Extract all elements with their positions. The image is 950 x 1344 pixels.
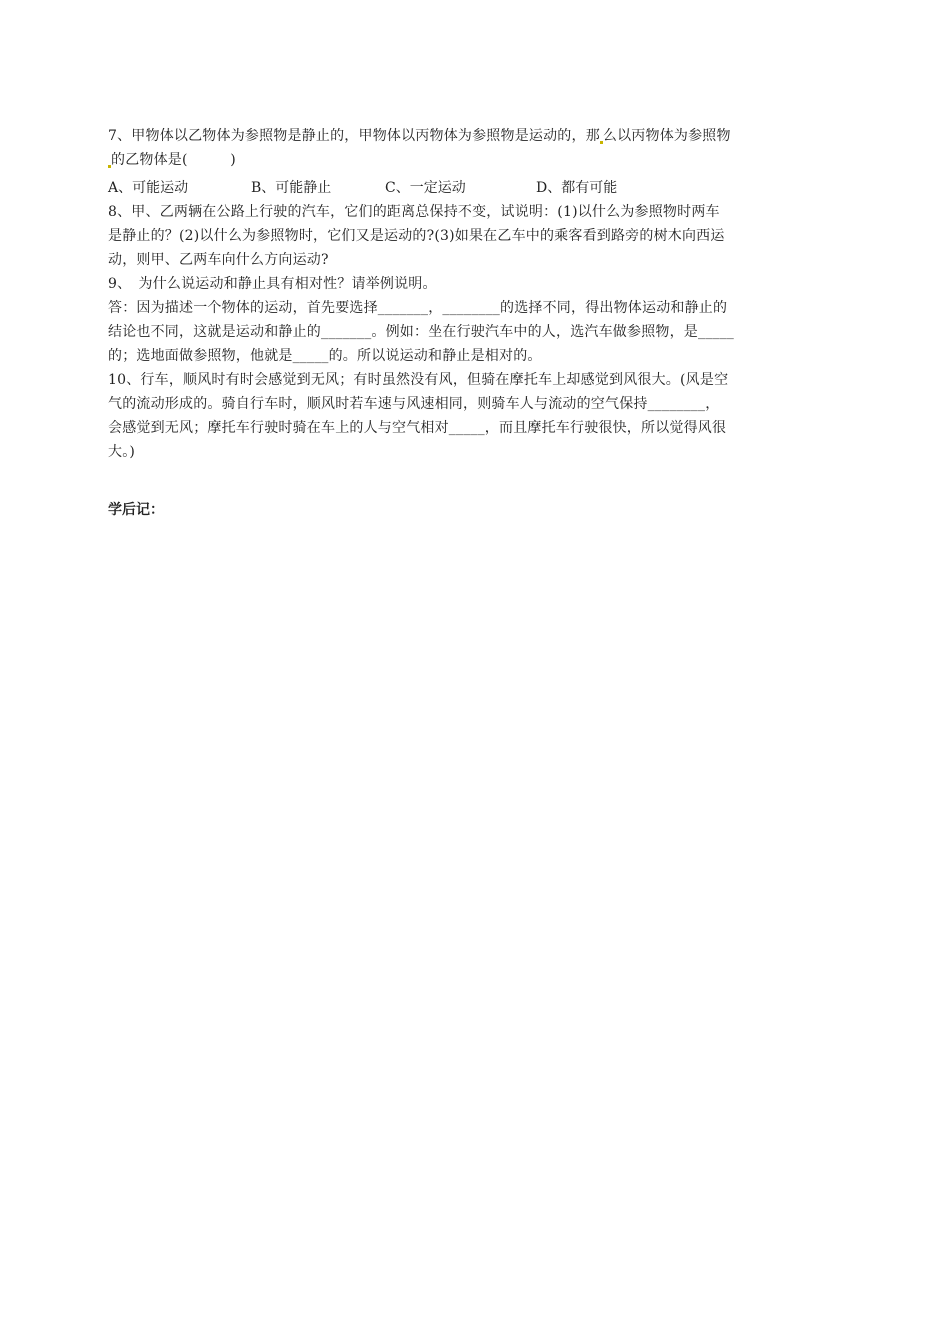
option-b: B、可能静止 xyxy=(251,180,332,196)
question-9 xyxy=(108,272,842,368)
option-a: A、可能运动 xyxy=(108,180,189,196)
worksheet-page xyxy=(108,124,842,522)
question-9-answer-line-3: 的；选地面做参照物，他就是_____的。所以说运动和静止是相对的。 xyxy=(108,348,542,364)
question-9-answer-line-2: 结论也不同，这就是运动和静止的_______。例如：坐在行驶汽车中的人，选汽车做参照物，是_____ xyxy=(108,324,734,340)
question-10-line-2: 气的流动形成的。骑自行车时，顺风时若车速与风速相同，则骑车人与流动的空气保持________， xyxy=(108,396,720,412)
question-7-line-1 xyxy=(108,124,842,148)
question-8-line-1: 8、甲、乙两辆在公路上行驶的汽车，它们的距离总保持不变，试说明：(1)以什么为参照物时两车 xyxy=(108,204,720,220)
question-8-line-2: 是静止的？(2)以什么为参照物时，它们又是运动的?(3)如果在乙车中的乘客看到路旁的树木向西运 xyxy=(108,228,725,244)
question-8-line-3: 动，则甲、乙两车向什么方向运动? xyxy=(108,252,329,268)
question-8 xyxy=(108,200,842,272)
question-7-text-a: 7、甲物体以乙物体为参照物是静止的，甲物体以丙物体为参照物是运动的，那 xyxy=(108,128,600,144)
question-10-line-1: 10、行车，顺风时有时会感觉到无风；有时虽然没有风，但骑在摩托车上却感觉到风很大。(风是空 xyxy=(108,372,729,388)
question-7-line-2 xyxy=(108,148,842,172)
question-7 xyxy=(108,124,842,200)
option-c: C、一定运动 xyxy=(385,180,466,196)
question-7-text-c: 的乙物体是( ) xyxy=(111,152,236,168)
question-7-options xyxy=(108,176,842,200)
question-10 xyxy=(108,368,842,464)
option-d: D、都有可能 xyxy=(536,180,618,196)
question-9-answer-line-1: 答：因为描述一个物体的运动，首先要选择_______，________的选择不同，得出物体运动和静止的 xyxy=(108,300,728,316)
question-7-text-b: 么以丙物体为参照物 xyxy=(602,128,731,144)
question-9-line-1: 9、 为什么说运动和静止具有相对性？请举例说明。 xyxy=(108,276,437,292)
question-10-line-3: 会感觉到无风；摩托车行驶时骑在车上的人与空气相对_____，而且摩托车行驶很快，所以觉得风很 xyxy=(108,420,727,436)
notes-label: 学后记： xyxy=(108,502,164,518)
question-10-line-4: 大。) xyxy=(108,444,136,460)
